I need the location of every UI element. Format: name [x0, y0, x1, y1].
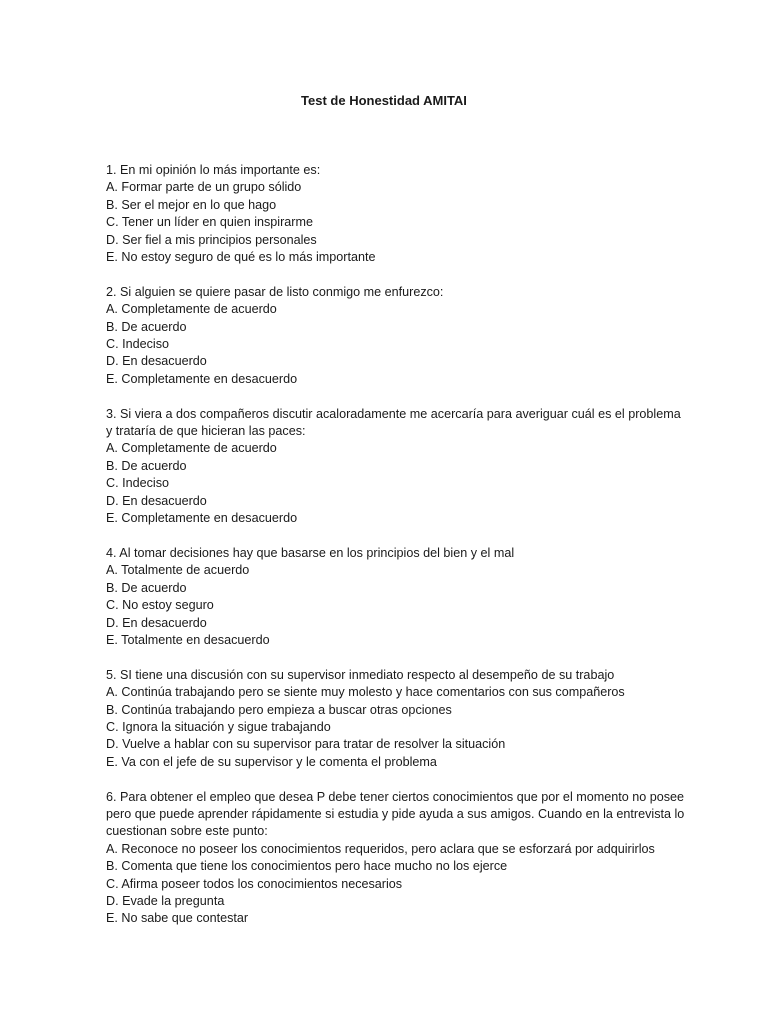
option-a: A. Totalmente de acuerdo	[106, 563, 250, 578]
question-3	[106, 406, 686, 528]
option-a: A. Formar parte de un grupo sólido	[106, 180, 302, 195]
option-e: E. No estoy seguro de qué es lo más importante	[106, 250, 376, 265]
question-text: 4. Al tomar decisiones hay que basarse en los principios del bien y el mal	[106, 545, 515, 560]
question-text: 5. SI tiene una discusión con su supervisor inmediato respecto al desempeño de su trabajo	[106, 667, 615, 682]
option-c: C. Afirma poseer todos los conocimientos necesarios	[106, 876, 403, 891]
option-c: C. No estoy seguro	[106, 598, 214, 613]
option-e: E. Completamente en desacuerdo	[106, 371, 298, 386]
option-e: E. Va con el jefe de su supervisor y le comenta el problema	[106, 754, 437, 769]
question-1	[106, 162, 686, 266]
option-e: E. Completamente en desacuerdo	[106, 511, 298, 526]
option-e: E. No sabe que contestar	[106, 911, 249, 926]
option-c: C. Ignora la situación y sigue trabajando	[106, 719, 331, 734]
option-d: D. En desacuerdo	[106, 354, 207, 369]
option-d: D. Ser fiel a mis principios personales	[106, 232, 317, 247]
document-title: Test de Honestidad AMITAI	[301, 93, 467, 108]
option-d: D. En desacuerdo	[106, 493, 207, 508]
option-b: B. De acuerdo	[106, 458, 187, 473]
option-a: A. Completamente de acuerdo	[106, 441, 277, 456]
question-6	[106, 789, 686, 928]
question-list	[106, 162, 686, 945]
question-2	[106, 284, 686, 388]
option-d: D. En desacuerdo	[106, 615, 207, 630]
question-text: 6. Para obtener el empleo que desea P debe tener ciertos conocimientos que por el momento no posee pero que puede aprender rápidamente si estudia y pide ayuda a sus amigos. Cuando en la entrevista lo cuestionan sobre este punto:	[106, 789, 685, 839]
option-b: B. De acuerdo	[106, 319, 187, 334]
option-b: B. Comenta que tiene los conocimientos pero hace mucho no los ejerce	[106, 859, 508, 874]
option-c: C. Indeciso	[106, 476, 169, 491]
question-5	[106, 667, 686, 771]
option-b: B. De acuerdo	[106, 580, 187, 595]
option-c: C. Indeciso	[106, 337, 169, 352]
option-c: C. Tener un líder en quien inspirarme	[106, 215, 313, 230]
question-4	[106, 545, 686, 649]
question-text: 2. Si alguien se quiere pasar de listo conmigo me enfurezco:	[106, 284, 444, 299]
question-text: 3. Si viera a dos compañeros discutir acaloradamente me acercaría para averiguar cuál es el problema y trataría de que hicieran las paces:	[106, 406, 681, 439]
option-d: D. Evade la pregunta	[106, 893, 225, 908]
option-a: A. Continúa trabajando pero se siente muy molesto y hace comentarios con sus compañeros	[106, 685, 625, 700]
question-text: 1. En mi opinión lo más importante es:	[106, 163, 321, 177]
option-d: D. Vuelve a hablar con su supervisor para tratar de resolver la situación	[106, 737, 506, 752]
option-b: B. Ser el mejor en lo que hago	[106, 197, 277, 212]
option-e: E. Totalmente en desacuerdo	[106, 632, 270, 647]
option-b: B. Continúa trabajando pero empieza a buscar otras opciones	[106, 702, 452, 717]
option-a: A. Completamente de acuerdo	[106, 302, 277, 317]
option-a: A. Reconoce no poseer los conocimientos requeridos, pero aclara que se esforzará por adquirirlos	[106, 841, 655, 856]
